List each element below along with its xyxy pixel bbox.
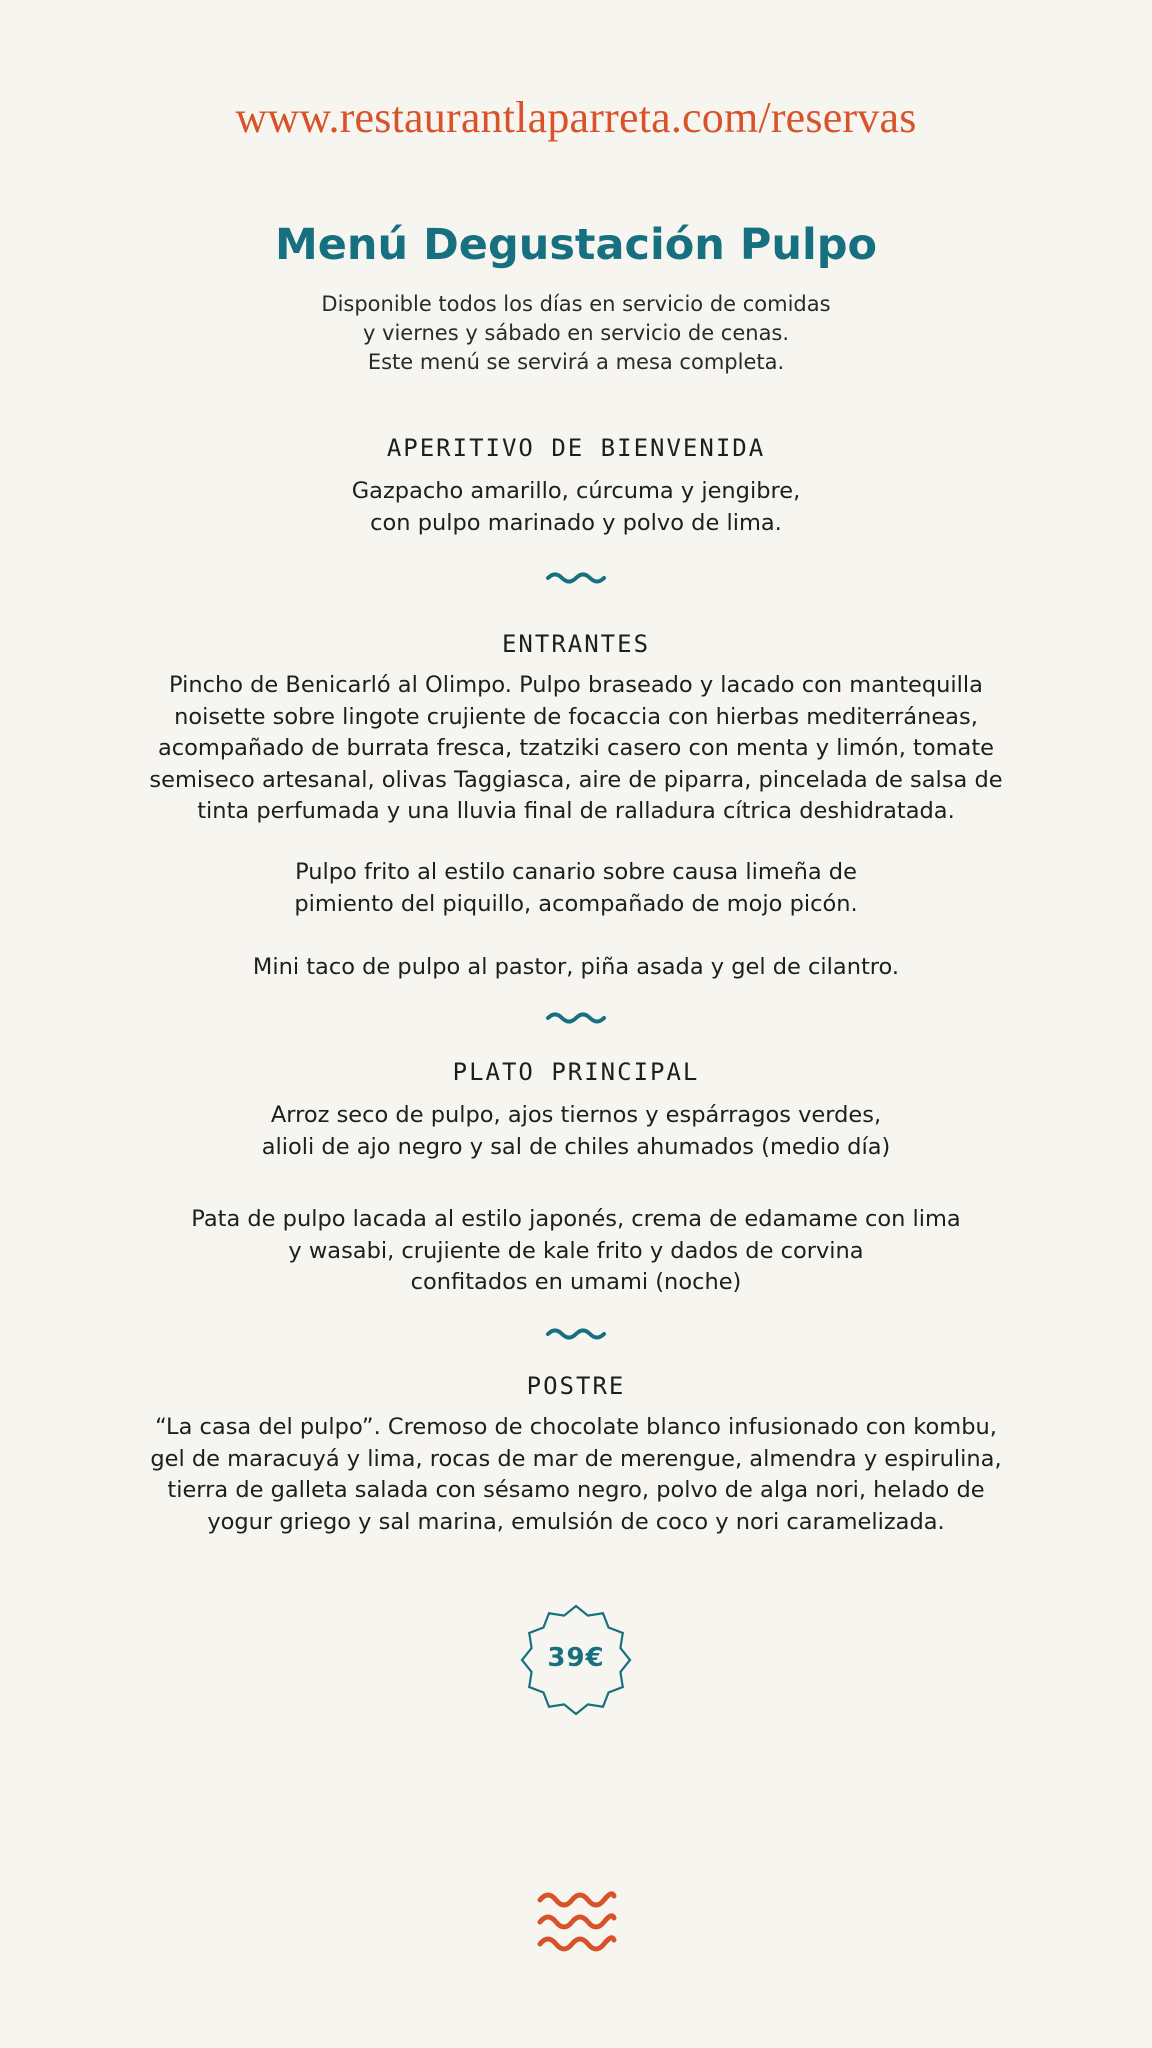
dish-principal-2 xyxy=(0,1204,1152,1299)
waves-logo-icon xyxy=(536,1888,618,1956)
wave-icon xyxy=(546,572,606,590)
dish-line: con pulpo marinado y polvo de lima. xyxy=(370,509,782,536)
dish-line: “La casa del pulpo”. Cremoso de chocolate blanco infusionado con kombu, xyxy=(155,1414,997,1440)
availability-line: Disponible todos los días en servicio de comidas xyxy=(321,292,831,316)
dish-line: noisette sobre lingote crujiente de focaccia con hierbas mediterráneas, xyxy=(174,703,978,730)
wave-icon xyxy=(546,1328,606,1346)
dish-line: Mini taco de pulpo al pastor, piña asada y gel de cilantro. xyxy=(252,954,900,980)
dish-line: Pincho de Benicarló al Olimpo. Pulpo braseado y lacado con mantequilla xyxy=(169,672,983,698)
dish-line: tierra de galleta salada con sésamo negro, polvo de alga nori, helado de xyxy=(167,1477,985,1503)
dish-line: semiseco artesanal, olivas Taggiasca, aire de piparra, pincelada de salsa de xyxy=(149,766,1003,793)
reservation-url[interactable]: www.restaurantlaparreta.com/reservas xyxy=(235,93,917,142)
section-heading-entrantes: ENTRANTES xyxy=(501,630,651,658)
page-title: Menú Degustación Pulpo xyxy=(274,220,878,270)
availability-line: Este menú se servirá a mesa completa. xyxy=(367,350,785,374)
dish-line: confitados en umami (noche) xyxy=(410,1269,742,1295)
price-label: 39€ xyxy=(547,1643,605,1673)
wave-icon xyxy=(546,1012,606,1030)
dish-line: y wasabi, crujiente de kale frito y dados de corvina xyxy=(288,1237,864,1264)
dish-line: tinta perfumada y una lluvia final de ralladura cítrica deshidratada. xyxy=(197,798,955,824)
availability-line: y viernes y sábado en servicio de cenas. xyxy=(362,321,790,345)
dish-entrantes-1 xyxy=(0,670,1152,828)
dish-entrantes-3 xyxy=(0,952,1152,984)
dish-line: pimiento del piquillo, acompañado de mojo picón. xyxy=(294,890,858,917)
dish-line: Pulpo frito al estilo canario sobre causa limeña de xyxy=(295,859,857,885)
menu-availability-note xyxy=(0,290,1152,377)
dish-line: Pata de pulpo lacada al estilo japonés, crema de edamame con lima xyxy=(191,1206,961,1232)
section-heading-aperitivo: APERITIVO DE BIENVENIDA xyxy=(386,434,766,462)
dish-postre-1 xyxy=(0,1412,1152,1538)
section-heading-principal: PLATO PRINCIPAL xyxy=(452,1058,700,1086)
dish-aperitivo-1 xyxy=(0,476,1152,539)
dish-entrantes-2 xyxy=(0,857,1152,920)
dish-line: Gazpacho amarillo, cúrcuma y jengibre, xyxy=(351,478,801,504)
dish-principal-1 xyxy=(0,1100,1152,1163)
dish-line: gel de maracuyá y lima, rocas de mar de merengue, almendra y espirulina, xyxy=(150,1445,1002,1472)
dish-line: yogur griego y sal marina, emulsión de coco y nori caramelizada. xyxy=(207,1508,945,1535)
dish-line: Arroz seco de pulpo, ajos tiernos y espárragos verdes, xyxy=(270,1102,882,1128)
dish-line: acompañado de burrata fresca, tzatziki casero con menta y limón, tomate xyxy=(158,735,994,761)
dish-line: alioli de ajo negro y sal de chiles ahumados (medio día) xyxy=(261,1133,891,1160)
section-heading-postre: POSTRE xyxy=(526,1372,626,1400)
